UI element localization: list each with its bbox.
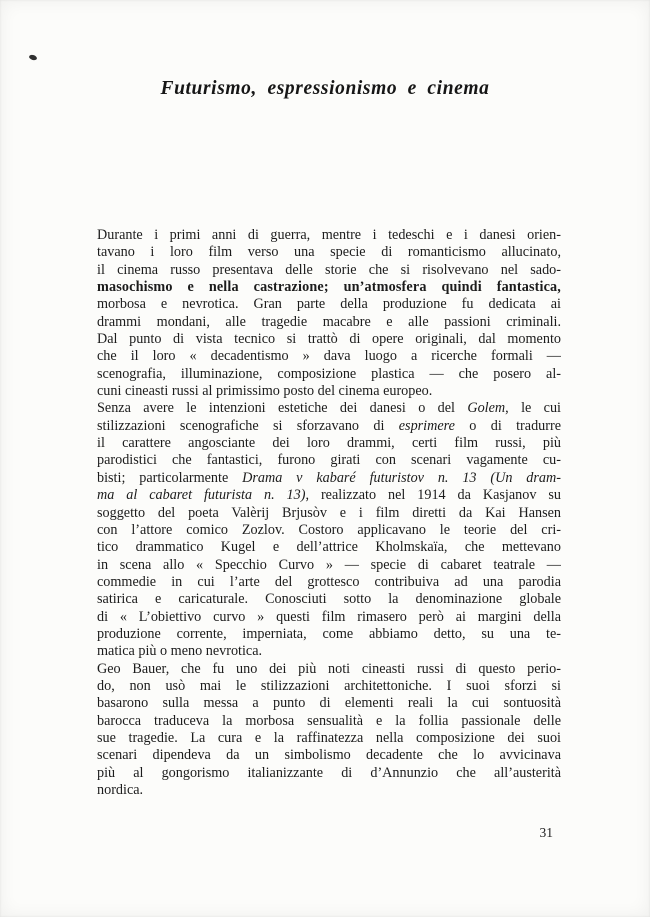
- text-line: [97, 470, 561, 487]
- text-line: [97, 348, 561, 365]
- text-segment: stilizzazioni scenografiche si sforzavano di: [97, 417, 399, 434]
- text-line: [97, 713, 561, 730]
- text-segment: , le cui: [505, 400, 561, 417]
- text-line: [97, 782, 561, 799]
- text-segment: cuni cineasti russi al primissimo posto del cinema europeo.: [97, 383, 433, 400]
- paragraph: [97, 400, 561, 660]
- italic-text-segment: Drama v kabaré futuristov n. 13: [242, 469, 477, 486]
- text-segment: sue tragedie. La cura e la raffinatezza nella composizione dei suoi: [97, 729, 561, 746]
- text-line: [97, 522, 561, 539]
- text-line: [97, 609, 561, 626]
- text-line: [97, 591, 561, 608]
- text-segment: Geo Bauer, che fu uno dei più noti cineasti russi di questo perio-: [97, 660, 561, 677]
- text-line: [97, 383, 561, 400]
- text-segment: , realizzato nel 1914 da Kasjanov su: [305, 487, 561, 504]
- text-segment: produzione corrente, imperniata, come abbiamo detto, su una te-: [97, 625, 561, 642]
- text-segment: morbosa e nevrotica. Gran parte della produzione fu dedicata ai: [97, 296, 561, 313]
- text-line: [97, 366, 561, 383]
- text-line: [97, 643, 561, 660]
- text-line: [97, 765, 561, 782]
- text-line: [97, 678, 561, 695]
- text-segment: drammi mondani, alle tragedie macabre e alle passioni criminali.: [97, 313, 561, 330]
- text-segment: do, non usò mai le stilizzazioni architettoniche. I suoi sforzi si: [97, 677, 561, 694]
- text-segment: nordica.: [97, 782, 144, 798]
- text-line: [97, 418, 561, 435]
- text-segment: di « L’obiettivo curvo » questi film rimasero però ai margini della: [97, 608, 561, 625]
- scan-speck: [28, 54, 37, 61]
- text-segment: parodistici che fantastici, furono girati con scenari vagamente cu-: [97, 452, 561, 469]
- text-segment: Durante i primi anni di guerra, mentre i tedeschi e i danesi orien-: [97, 227, 561, 243]
- text-line: [97, 262, 561, 279]
- text-segment: Dal punto di vista tecnico si trattò di opere originali, dal momento: [97, 331, 561, 348]
- text-line: [97, 747, 561, 764]
- text-segment: con l’attore comico Zozlov. Costoro applicavano le teorie del cri-: [97, 521, 561, 538]
- text-line: [97, 296, 561, 313]
- text-segment: basarono sulla messa a punto di elementi reali la cui sontuosità: [97, 695, 561, 712]
- text-segment: tavano i loro film verso una specie di romanticismo allucinato,: [97, 244, 561, 261]
- text-line: [97, 227, 561, 244]
- text-line: [97, 505, 561, 522]
- text-line: [97, 574, 561, 591]
- text-block: [97, 227, 561, 799]
- paragraph: [97, 661, 561, 800]
- bold-text-segment: masochismo e nella castrazione; un’atmosfera quindi fantastica,: [97, 279, 561, 296]
- text-line: [97, 314, 561, 331]
- text-segment: o di tradurre: [454, 417, 561, 434]
- paragraph: [97, 227, 561, 400]
- italic-text-segment: esprimere: [398, 417, 455, 434]
- text-line: [97, 244, 561, 261]
- text-segment: scenografia, illuminazione, composizione plastica — che posero al-: [97, 365, 561, 382]
- page-number: 31: [539, 825, 553, 840]
- italic-text-segment: (Un dram-: [476, 469, 561, 486]
- italic-text-segment: Golem: [467, 400, 506, 417]
- text-segment: barocca traduceva la morbosa sensualità e la follia passionale delle: [97, 712, 561, 729]
- text-segment: scenari dipendeva da un simbolismo decadente che lo avvicinava: [97, 747, 561, 764]
- text-line: [97, 730, 561, 747]
- text-segment: in scena allo « Specchio Curvo » — specie di cabaret teatrale —: [97, 556, 561, 573]
- text-line: [97, 435, 561, 452]
- text-segment: Senza avere le intenzioni estetiche dei danesi o del: [97, 400, 468, 417]
- text-segment: satirica e caricaturale. Conosciuti sotto la denominazione globale: [97, 591, 561, 608]
- text-segment: che il loro « decadentismo » dava luogo a ricerche formali —: [97, 348, 561, 365]
- text-segment: bisti; particolarmente: [97, 469, 243, 486]
- text-line: [97, 331, 561, 348]
- text-segment: il carattere angosciante dei loro drammi, certi film russi, più: [97, 435, 561, 452]
- text-line: [97, 279, 561, 296]
- text-segment: matica più o meno nevrotica.: [97, 643, 263, 660]
- italic-text-segment: ma al cabaret futurista n. 13): [97, 487, 306, 504]
- text-segment: il cinema russo presentava delle storie che si risolvevano nel sado-: [97, 261, 561, 278]
- text-line: [97, 626, 561, 643]
- text-line: [97, 661, 561, 678]
- page-title: Futurismo, espressionismo e cinema: [160, 78, 490, 99]
- text-segment: soggetto del poeta Valèrij Brjusòv e i film diretti da Kai Hansen: [97, 504, 561, 521]
- text-line: [97, 487, 561, 504]
- text-segment: commedie in cui l’arte del grottesco contribuiva ad una parodia: [97, 573, 561, 590]
- text-line: [97, 539, 561, 556]
- text-line: [97, 557, 561, 574]
- text-segment: tico drammatico Kugel e dell’attrice Kholmskaïa, che mettevano: [97, 539, 561, 556]
- text-segment: più al gongorismo italianizzante di d’Annunzio che all’austerità: [97, 764, 561, 781]
- text-line: [97, 452, 561, 469]
- text-line: [97, 400, 561, 417]
- text-line: [97, 695, 561, 712]
